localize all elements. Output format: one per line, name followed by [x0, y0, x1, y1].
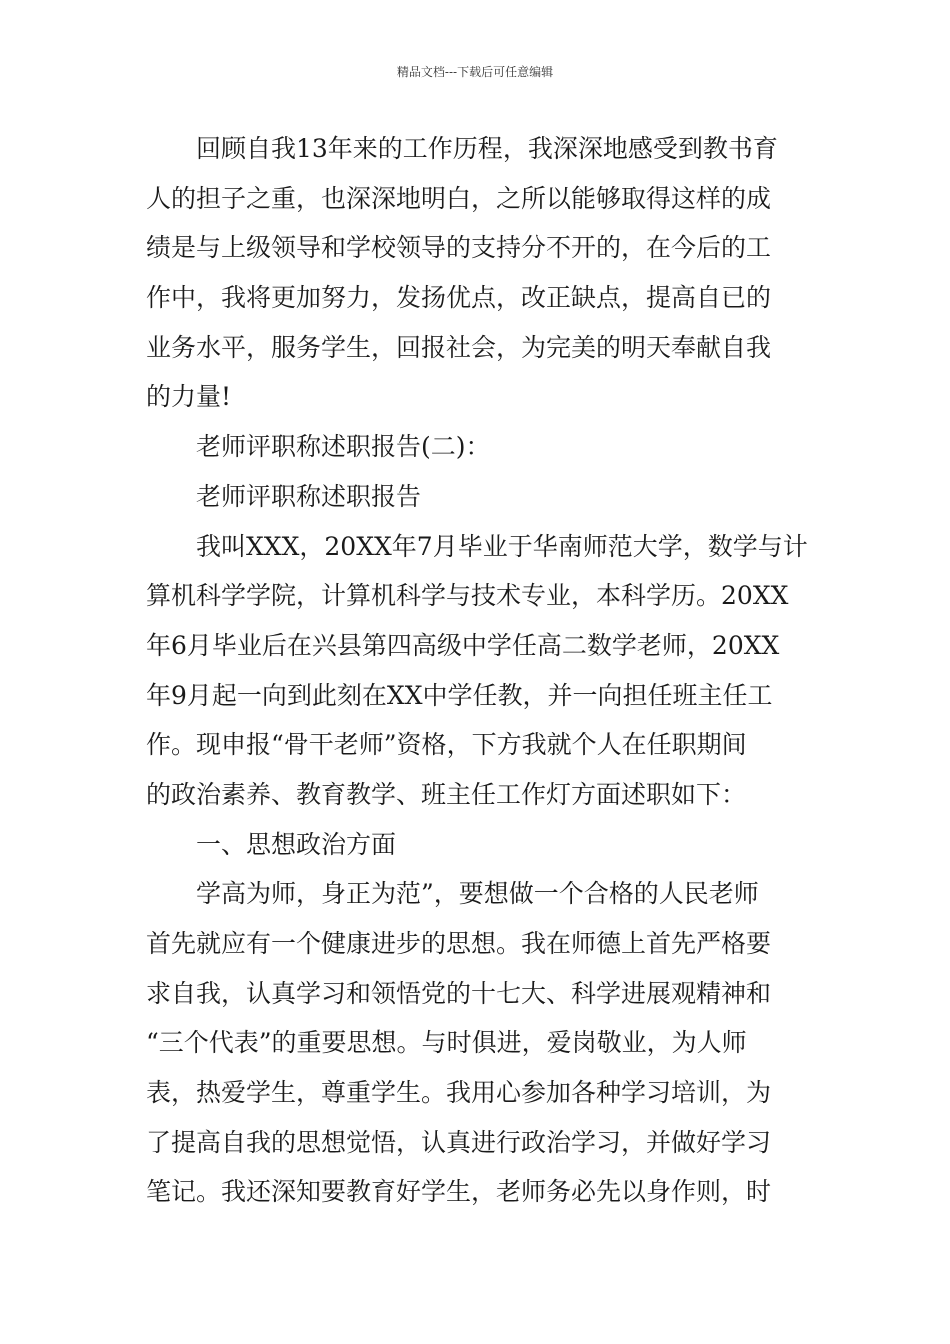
- text-line: 学高为师，身正为范”，要想做一个合格的人民老师: [196, 879, 759, 909]
- text-line: 首先就应有一个健康进步的思想。我在师德上首先严格要: [146, 929, 772, 958]
- text-line: 了提高自我的思想觉悟，认真进行政治学习，并做好学习: [146, 1127, 772, 1157]
- text-line: 绩是与上级领导和学校领导的支持分不开的，在今后的工: [146, 233, 772, 263]
- text-line: 算机科学学院，计算机科学与技术专业，本科学历。20XX: [146, 581, 789, 611]
- text-line: 业务水平，服务学生，回报社会，为完美的明天奉献自我: [146, 332, 772, 362]
- text-line: 回顾自我13年来的工作历程，我深深地感受到教书育: [196, 134, 778, 163]
- text-line: 老师评职称述职报告(二)：: [196, 432, 491, 462]
- text-line: 老师评职称述职报告: [196, 481, 422, 511]
- document-body: [146, 124, 808, 1217]
- text-line: 笔记。我还深知要教育好学生，老师务必先以身作则，时: [146, 1177, 772, 1207]
- text-line: 求自我，认真学习和领悟党的十七大、科学进展观精神和: [146, 978, 772, 1008]
- text-line: “三个代表”的重要思想。与时俱进，爱岗敬业，为人师: [146, 1028, 747, 1058]
- text-line: 的政治素养、教育教学、班主任工作灯方面述职如下：: [146, 779, 747, 809]
- text-line: 年9月起一向到此刻在XX中学任教，并一向担任班主任工: [146, 680, 773, 710]
- text-line: 人的担子之重，也深深地明白，之所以能够取得这样的成: [146, 183, 772, 213]
- text-line: 一、思想政治方面: [196, 829, 397, 859]
- text-line: 年6月毕业后在兴县第四高级中学任高二数学老师，20XX: [146, 630, 780, 660]
- text-line: 作中，我将更加努力，发扬优点，改正缺点，提高自已的: [146, 283, 772, 313]
- text-line: 表，热爱学生，尊重学生。我用心参加各种学习培训，为: [146, 1078, 772, 1108]
- page-header: 精品文档---下载后可任意编辑: [396, 65, 554, 79]
- text-line: 作。现申报“骨干老师”资格，下方我就个人在任职期间: [146, 730, 747, 760]
- text-line: 我叫XXX，20XX年7月毕业于华南师范大学，数学与计: [196, 531, 808, 561]
- text-line: 的力量!: [146, 382, 232, 412]
